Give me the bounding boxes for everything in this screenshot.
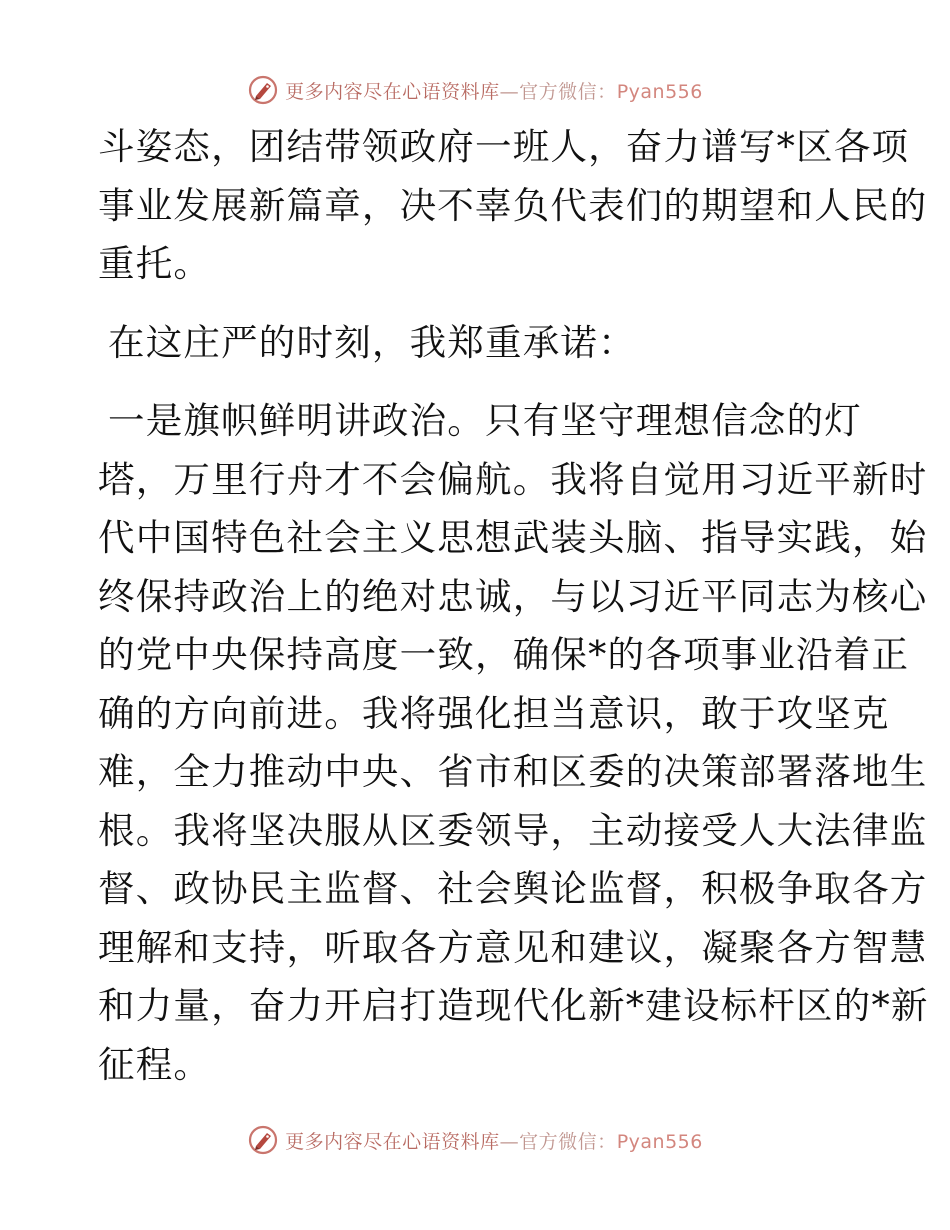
text-line: 代中国特色社会主义思想武装头脑、指导实践，始 (98, 516, 928, 559)
document-body (98, 118, 929, 1094)
separator: — (499, 1130, 520, 1153)
text-line: 根。我将坚决服从区委领导，主动接受人大法律监 (98, 808, 928, 852)
text-line: 终保持政治上的绝对忠诚，与以习近平同志为核心 (98, 574, 928, 618)
wechat-label: 官方微信： (519, 80, 617, 103)
separator: — (499, 80, 520, 103)
wechat-label: 官方微信： (519, 1130, 617, 1153)
text-line: 一是旗帜鲜明讲政治。只有坚守理想信念的灯 (108, 399, 862, 442)
footer-banner (0, 1120, 950, 1160)
pen-nib-logo-icon (247, 74, 279, 106)
wechat-id: Pyan556 (616, 80, 703, 103)
text-line: 的党中央保持高度一致，确保*的各项事业沿着正 (98, 633, 910, 676)
text-line: 在这庄严的时刻，我郑重承诺： (108, 320, 636, 364)
site-text: 更多内容尽在心语资料库 (285, 1130, 500, 1153)
site-text: 更多内容尽在心语资料库 (285, 80, 500, 103)
footer-text (285, 1127, 703, 1154)
pen-nib-logo-icon (247, 1124, 279, 1156)
text-line: 理解和支持，听取各方意见和建议，凝聚各方智慧 (98, 925, 928, 969)
text-line: 和力量，奋力开启打造现代化新*建设标杆区的*新 (98, 984, 929, 1027)
text-line: 事业发展新篇章，决不辜负代表们的期望和人民的 (98, 183, 928, 227)
header-banner (0, 70, 950, 110)
text-line: 督、政协民主监督、社会舆论监督，积极争取各方 (98, 867, 928, 910)
paragraph-1 (98, 118, 928, 294)
text-line: 确的方向前进。我将强化担当意识，敢于攻坚克 (98, 691, 890, 735)
text-line: 重托。 (98, 242, 212, 285)
text-line: 塔，万里行舟才不会偏航。我将自觉用习近平新时 (98, 457, 928, 501)
header-text (285, 77, 703, 104)
text-line: 斗姿态，团结带领政府一班人，奋力谱写*区各项 (98, 125, 910, 168)
paragraph-3 (98, 392, 929, 1094)
text-line: 难，全力推动中央、省市和区委的决策部署落地生 (98, 750, 928, 793)
paragraph-2 (98, 314, 858, 373)
text-line: 征程。 (98, 1042, 212, 1086)
wechat-id: Pyan556 (616, 1130, 703, 1153)
